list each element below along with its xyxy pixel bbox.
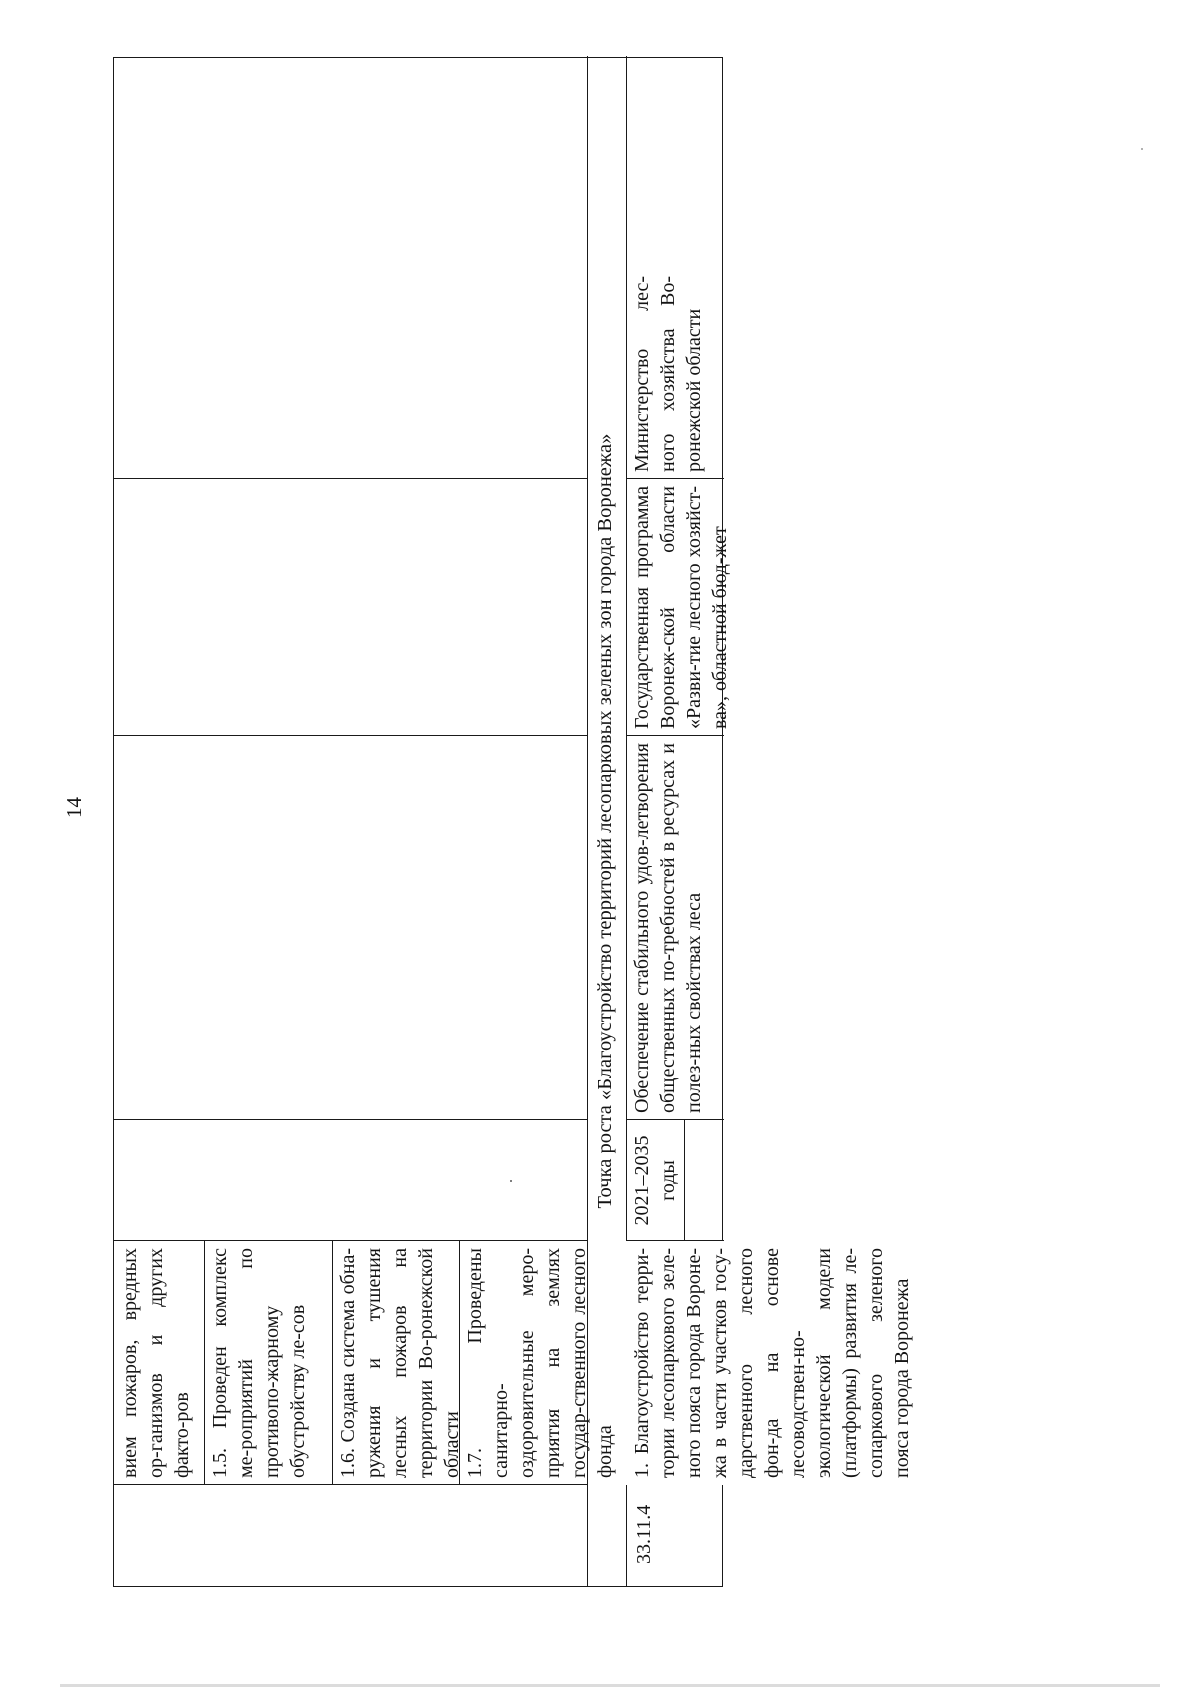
effect-text: Обеспечение стабильного удов-летворения общественных по-требностей в ресурсах и полез-ных свойствах леса (631, 743, 705, 1113)
table-row: вием пожаров, вредных ор-ганизмов и других факто-ров (119, 1248, 193, 1478)
table-row: 1.7. Проведены санитарно-оздоровительные меро-приятия на землях государ-ственного лесного фонда (464, 1248, 616, 1478)
plan-table (113, 57, 913, 1587)
scan-edge (60, 1684, 1160, 1687)
period-text: 2021–2035 годы (631, 1135, 679, 1226)
responsible-text: Министерство лес-ного хозяйства Во-ронежской области (631, 276, 705, 472)
page-number: 14 (62, 797, 86, 818)
table-row: 1.6. Создана система обна-ружения и тушения лесных пожаров на территории Во-ронежской области (337, 1248, 463, 1478)
scan-speck (1141, 148, 1143, 150)
table-row: 1.5. Проведен комплекс ме-роприятий по противопо-жарному обустройству ле-сов (209, 1248, 309, 1478)
col-line-3-top (114, 1119, 587, 1120)
scan-speck (510, 1180, 512, 1182)
source-text: Государственная программа Воронеж-ской области «Разви-тие лесного хозяйст-ва», областной бюд-жет (631, 486, 731, 729)
section-title: Точка роста «Благоустройство территорий лесопарковых зеленых зон города Воронежа» (594, 433, 616, 1209)
rotated-table-wrapper (113, 57, 913, 1587)
col-line-5-top (114, 478, 587, 479)
col-line-4-top (114, 735, 587, 736)
measure-text: 1. Благоустройство терри-тории лесопаркового зеле-ного пояса города Вороне-жа в части участков госу-дарственного лесного фон-да на основе лесоводствен-но-экологической модели (платформы) развития ле-сопаркового зеленого пояса города Воронежа (626, 1241, 896, 1485)
row-code: 33.11.4 (633, 1504, 655, 1564)
